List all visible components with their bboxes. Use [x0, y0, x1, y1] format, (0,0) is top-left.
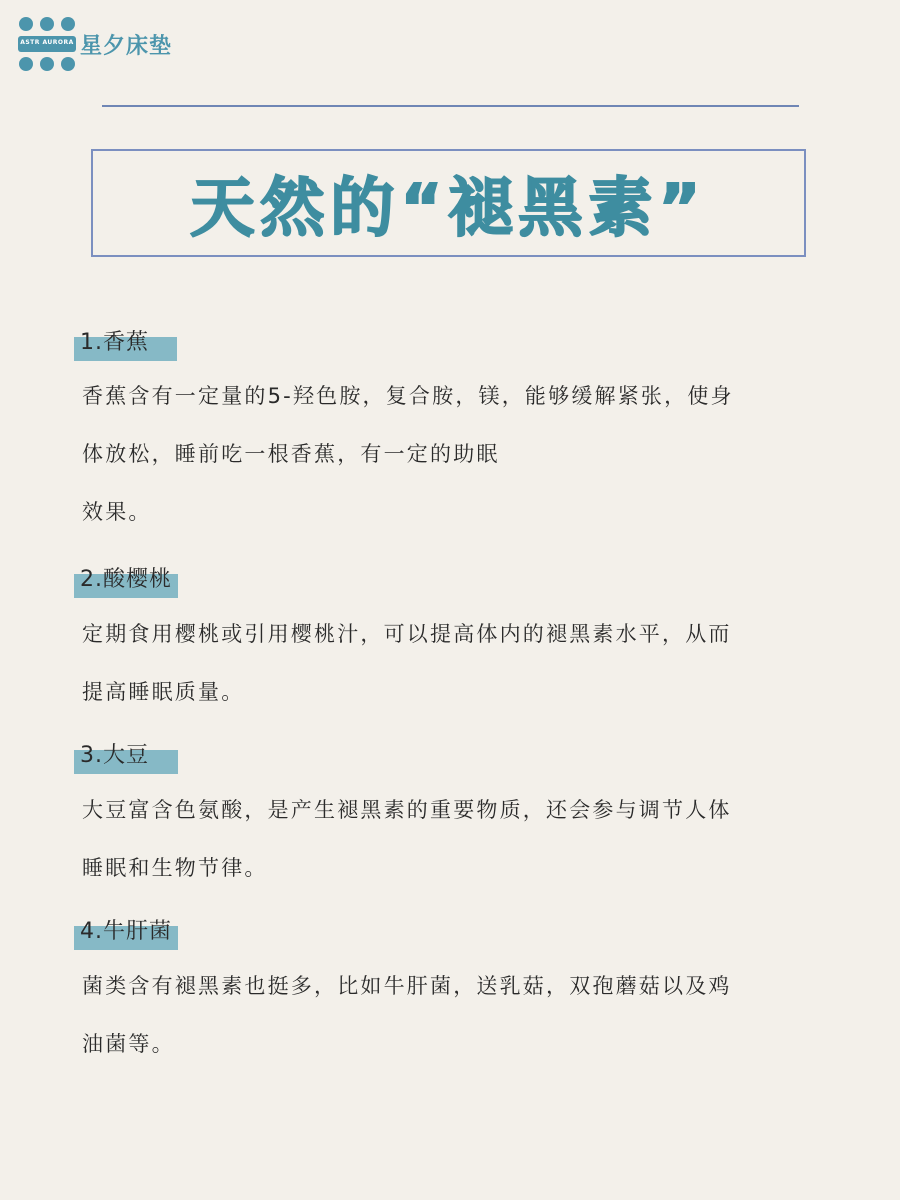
top-divider	[102, 105, 799, 107]
body-line: 香蕉含有一定量的5-羟色胺，复合胺，镁，能够缓解紧张，使身	[82, 384, 734, 408]
title-box	[91, 149, 806, 257]
body-line: 体放松，睡前吃一根香蕉，有一定的助眠	[82, 442, 500, 466]
section-heading-soybean	[80, 738, 149, 770]
section-heading-banana	[80, 325, 149, 357]
body-line: 提高睡眠质量。	[82, 680, 245, 704]
section-heading-mushroom	[80, 914, 172, 946]
brand-name: 星夕床垫	[80, 33, 173, 59]
page-title: 天然的“褪黑素”	[190, 172, 707, 246]
body-line: 定期食用樱桃或引用樱桃汁，可以提高体内的褪黑素水平，从而	[82, 622, 732, 646]
brand-logo	[18, 16, 172, 72]
body-line: 大豆富含色氨酸，是产生褪黑素的重要物质，还会参与调节人体	[82, 798, 732, 822]
body-line: 睡眠和生物节律。	[82, 856, 268, 880]
section-body-cherry	[82, 605, 842, 721]
body-line: 菌类含有褪黑素也挺多，比如牛肝菌，送乳菇，双孢蘑菇以及鸡	[82, 974, 732, 998]
logo-mark-icon	[18, 16, 76, 72]
section-heading-text: 1.香蕉	[80, 330, 149, 355]
body-line: 油菌等。	[82, 1032, 175, 1056]
section-body-soybean	[82, 781, 842, 897]
section-heading-text: 3.大豆	[80, 743, 149, 768]
section-heading-cherry	[80, 562, 172, 594]
section-body-banana	[82, 367, 842, 541]
section-body-mushroom	[82, 957, 842, 1073]
section-heading-text: 4.牛肝菌	[80, 919, 172, 944]
logo-small-text: ASTR AURORA	[20, 39, 74, 46]
section-heading-text: 2.酸樱桃	[80, 567, 172, 592]
body-line: 效果。	[82, 500, 152, 524]
